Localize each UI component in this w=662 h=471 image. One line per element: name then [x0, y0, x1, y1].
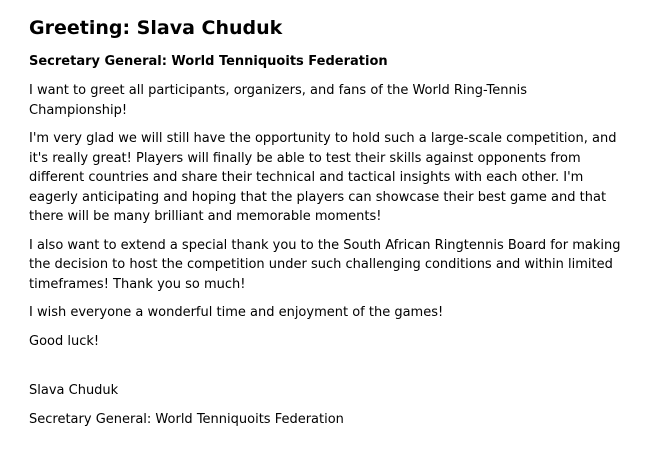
closing-line: Good luck!: [29, 333, 100, 349]
signature-position: Secretary General: World Tenniquoits Federation: [29, 411, 344, 427]
body-paragraph-wishes: I wish everyone a wonderful time and enjoyment of the games!: [29, 305, 444, 320]
signature-spacer: [29, 360, 629, 381]
greeting-paragraph: I want to greet all participants, organizers, and fans of the World Ring-Tennis Championship!: [29, 83, 528, 118]
document-title: Greeting: Slava Chuduk: [29, 17, 283, 39]
author-role-heading: Secretary General: World Tenniquoits Federation: [29, 54, 388, 69]
signature-name: Slava Chuduk: [29, 383, 119, 398]
document-body: [29, 16, 629, 438]
body-paragraph-thanks: I also want to extend a special thank you to the South African Ringtennis Board for making the decision to host the competition under such challenging conditions and within limited timeframes! Thank you so much!: [29, 237, 621, 292]
body-paragraph-competition: I'm very glad we will still have the opportunity to hold such a large-scale competition, and it's really great! Players will finally be able to test their skills against opponents from different countries and share their technical and tactical insights with each other. I'm eagerly anticipating and hoping that the players can showcase their best game and that there will be many brilliant and memorable moments!: [29, 131, 617, 224]
